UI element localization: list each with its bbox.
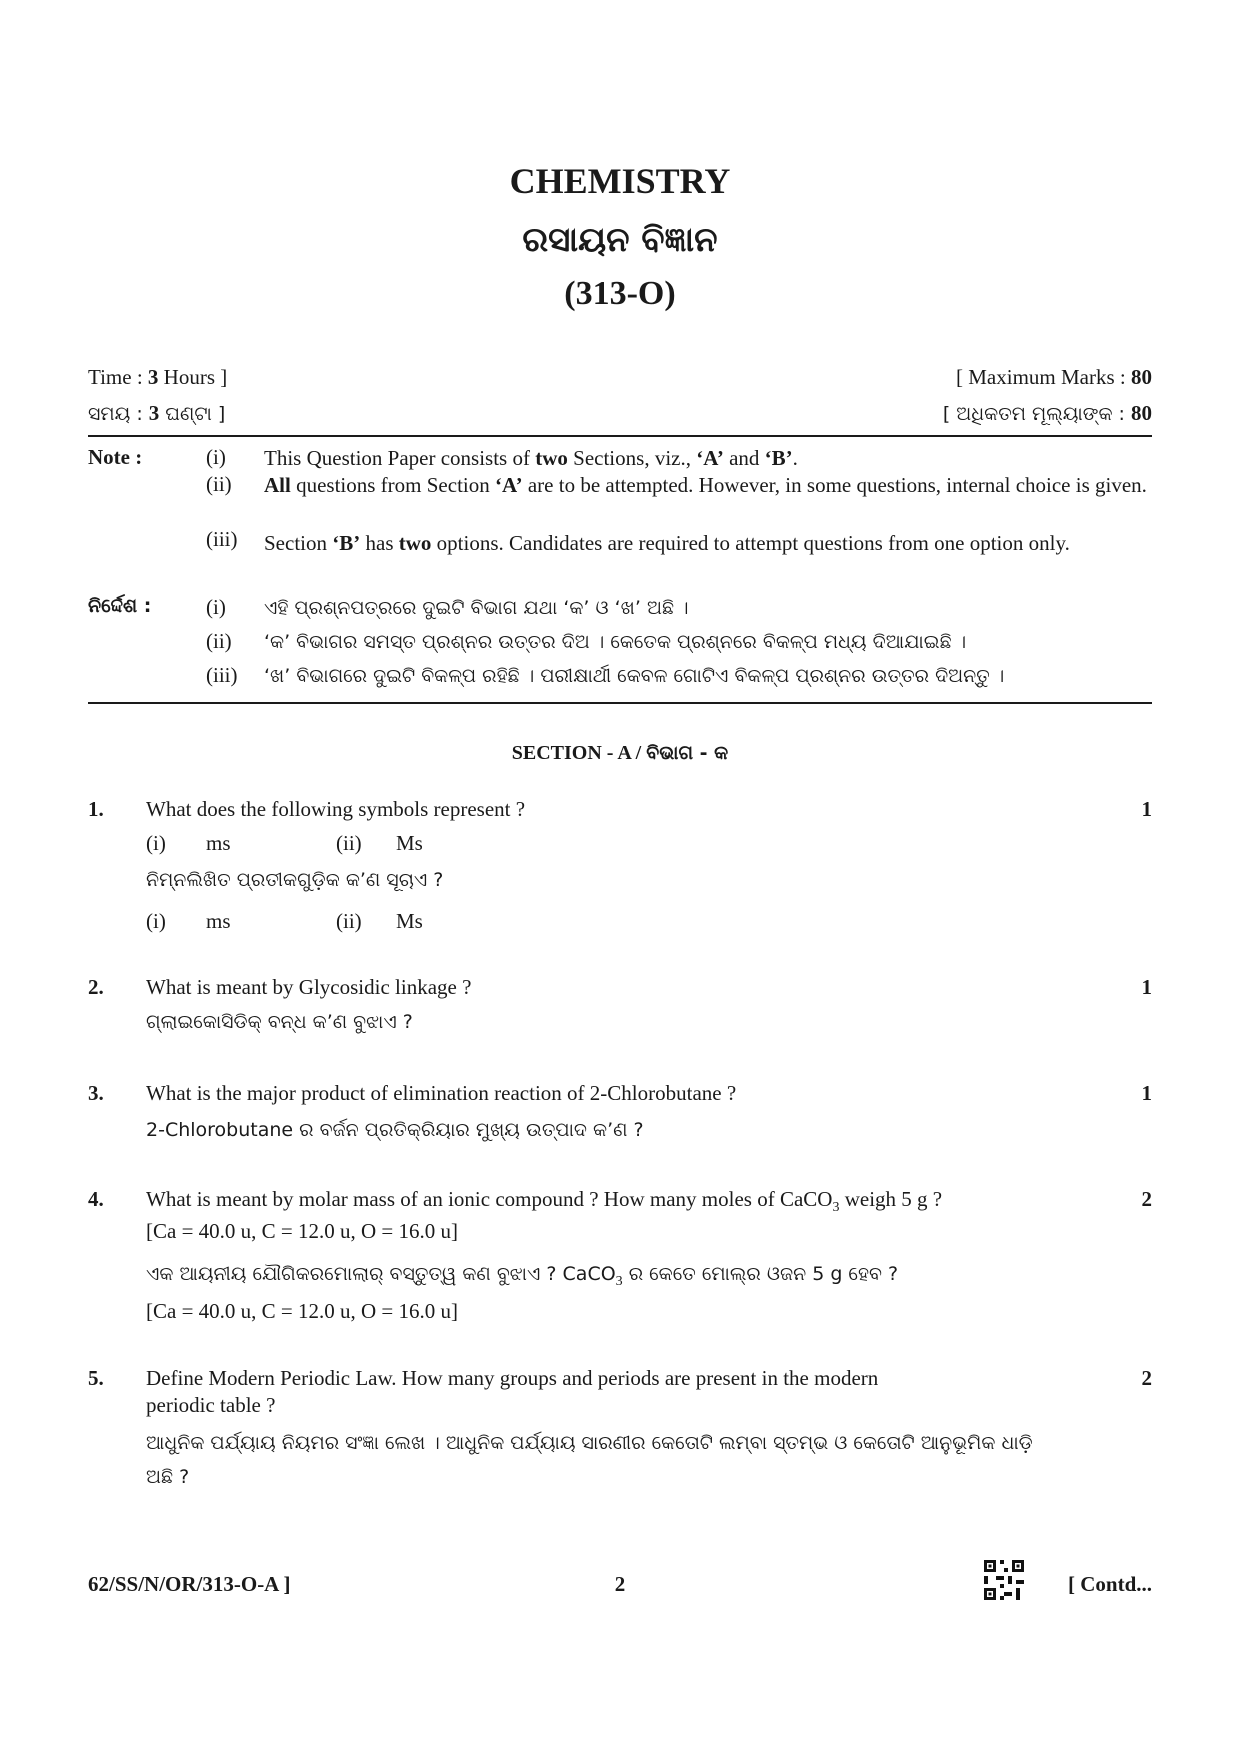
subscript: 3: [615, 1274, 623, 1290]
question-5: [88, 1366, 1152, 1496]
question-text-odia: ଅଛି ?: [146, 1466, 190, 1488]
paper-code: 62/SS/N/OR/313-O-A ]: [88, 1572, 291, 1596]
option-number: (i): [146, 909, 166, 933]
note-label: Note :: [88, 445, 143, 469]
question-text-odia: ନିମ୍ନଲିଖିତ ପ୍ରତୀକଗୁଡ଼ିକ କ’ଣ ସୂଚାଏ ?: [146, 869, 444, 891]
text-part: ର କେତେ ମୋଲ୍‌ର ଓଜନ 5 g ହେବ ?: [622, 1263, 899, 1285]
max-marks-odia: [943, 401, 1152, 426]
option-text: Ms: [396, 831, 423, 855]
subject-title-odia: ରସାୟନ ବିଜ୍ଞାନ: [522, 220, 718, 260]
note-item-text-odia: ‘ଖ’ ବିଭାଗରେ ଦୁଇଟି ବିକଳ୍ପ ରହିଛି । ପରୀକ୍ଷାର୍ଥୀ କେବଳ ଗୋଟିଏ ବିକଳ୍ପ ପ୍ରଶ୍ନର ଉତ୍ତର ଦିଅନ୍ତୁ ।: [264, 665, 1005, 687]
subject-code: (313-O): [564, 275, 676, 312]
note-item-number: (ii): [206, 629, 232, 653]
qr-code-icon: [984, 1560, 1024, 1600]
option-number: (ii): [336, 831, 362, 855]
question-marks: 1: [1141, 797, 1152, 821]
text-part: What is meant by molar mass of an ionic compound ? How many moles of CaCO: [146, 1187, 833, 1211]
page-number: 2: [614, 1572, 626, 1596]
time-english: [88, 365, 227, 390]
marks-value: 80: [1131, 365, 1152, 389]
question-marks: 1: [1141, 975, 1152, 999]
note-item-text: All questions from Section ‘A’ are to be attempted. However, in some questions, internal choice is given.: [264, 473, 1147, 497]
atomic-mass-data: [Ca = 40.0 u, C = 12.0 u, O = 16.0 u]: [146, 1299, 459, 1323]
question-number: 5.: [88, 1366, 104, 1390]
time-unit-odia: ଘଣ୍ଟା ]: [159, 403, 226, 425]
question-text-english: What does the following symbols represent ?: [146, 797, 526, 821]
question-2: [88, 975, 1152, 1045]
option-text: ms: [206, 831, 231, 855]
question-text-odia: 2-Chlorobutane ର ବର୍ଜନ ପ୍ରତିକ୍ରିୟାର ମୁଖ୍ୟ ଉତ୍ପାଦ କ’ଣ ?: [146, 1119, 644, 1141]
question-marks: 1: [1141, 1081, 1152, 1105]
marks-label: [ Maximum Marks :: [956, 365, 1131, 389]
divider-top: [88, 435, 1152, 437]
question-number: 2.: [88, 975, 104, 999]
marks-label-odia: [ ଅଧିକତମ ମୂଲ୍ୟାଙ୍କ :: [942, 403, 1131, 425]
time-odia: [88, 401, 225, 426]
question-text-odia: ଗ୍ଲାଇକୋସିଡିକ୍ ବନ୍ଧ କ’ଣ ବୁଝାଏ ?: [146, 1011, 413, 1033]
question-number: 3.: [88, 1081, 104, 1105]
section-heading: [0, 742, 1240, 765]
note-label-odia: ନିର୍ଦ୍ଦେଶ :: [88, 595, 152, 617]
note-item-text-odia: ଏହି ପ୍ରଶ୍ନପତ୍ରରେ ଦୁଇଟି ବିଭାଗ ଯଥା ‘କ’ ଓ ‘ଖ’ ଅଛି ।: [264, 597, 689, 619]
note-item-text: This Question Paper consists of two Sections, viz., ‘A’ and ‘B’.: [264, 446, 798, 470]
text-part: ଏକ ଆୟନୀୟ ଯୌଗିକରମୋଲାର୍ ବସ୍ତୁତ୍ୱ କଣ ବୁଝାଏ ? CaCO: [146, 1263, 616, 1285]
question-1: [88, 797, 1152, 937]
marks-value-odia: 80: [1131, 401, 1152, 425]
section-title-english: SECTION - A /: [511, 742, 647, 764]
section-title-odia: ବିଭାଗ - କ: [646, 742, 729, 764]
max-marks-english: [956, 365, 1152, 390]
note-item-text: Section ‘B’ has two options. Candidates are required to attempt questions from one option only.: [264, 531, 1070, 555]
question-3: [88, 1081, 1152, 1151]
question-marks: 2: [1141, 1187, 1152, 1211]
time-value: 3: [147, 365, 159, 389]
option-number: (ii): [336, 909, 362, 933]
time-label-odia: ସମୟ :: [88, 403, 149, 425]
question-text-english: What is meant by Glycosidic linkage ?: [146, 975, 472, 999]
continued-label: [ Contd...: [1067, 1572, 1152, 1596]
atomic-mass-data: [Ca = 40.0 u, C = 12.0 u, O = 16.0 u]: [146, 1219, 459, 1243]
note-item-number: (ii): [206, 472, 232, 496]
question-number: 1.: [88, 797, 104, 821]
divider-bottom: [88, 702, 1152, 704]
note-item-number: (iii): [206, 527, 238, 551]
option-text: ms: [206, 909, 231, 933]
text-part: weigh 5 g ?: [839, 1187, 943, 1211]
note-item-number: (i): [206, 445, 226, 469]
question-4: [88, 1187, 1152, 1327]
question-text-english: periodic table ?: [146, 1393, 276, 1417]
question-text-odia: ଆଧୁନିକ ପର୍ଯ୍ୟାୟ ନିୟମର ସଂଜ୍ଞା ଲେଖ । ଆଧୁନିକ ପର୍ଯ୍ୟାୟ ସାରଣୀର କେତୋଟି ଲମ୍ବା ସ୍ତମ୍ଭ ଓ କେତୋଟି ଆନୁଭୂମିକ ଧାଡ଼ି: [146, 1432, 1033, 1454]
note-item-number: (i): [206, 595, 226, 619]
note-item-text-odia: ‘କ’ ବିଭାଗର ସମସ୍ତ ପ୍ରଶ୍ନର ଉତ୍ତର ଦିଅ । କେତେକ ପ୍ରଶ୍ନରେ ବିକଳ୍ପ ମଧ୍ୟ ଦିଆଯାଇଛି ।: [264, 631, 967, 653]
time-label: Time :: [88, 365, 148, 389]
note-item-number: (iii): [206, 663, 238, 687]
time-value-odia: 3: [148, 401, 160, 425]
option-number: (i): [146, 831, 166, 855]
question-text-odia: [146, 1261, 898, 1290]
note-block: [88, 445, 1152, 695]
question-text-english: [146, 1187, 942, 1216]
question-marks: 2: [1141, 1366, 1152, 1390]
subject-title-english: CHEMISTRY: [509, 161, 731, 201]
time-unit: Hours ]: [158, 365, 228, 389]
subscript: 3: [832, 1200, 840, 1216]
question-number: 4.: [88, 1187, 104, 1211]
question-text-english: Define Modern Periodic Law. How many groups and periods are present in the modern: [146, 1366, 879, 1390]
option-text: Ms: [396, 909, 423, 933]
question-text-english: What is the major product of elimination reaction of 2-Chlorobutane ?: [146, 1081, 737, 1105]
